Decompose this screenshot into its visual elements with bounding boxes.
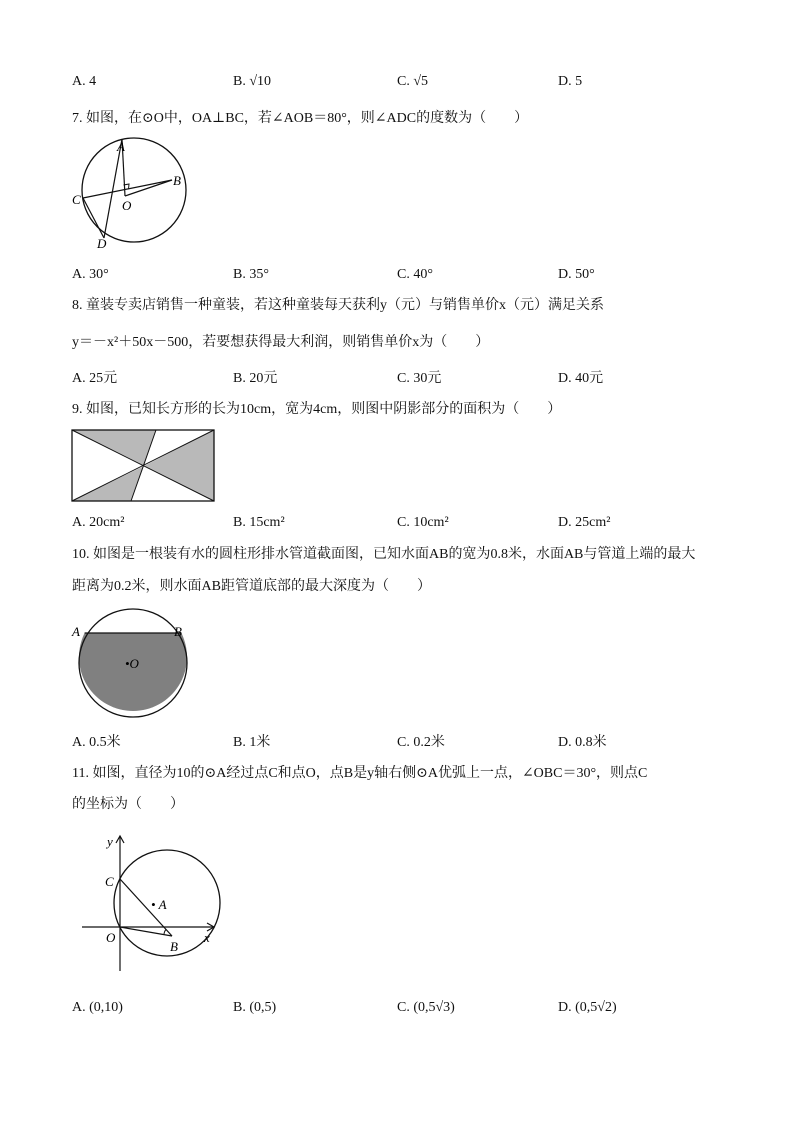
q7-label-a: A xyxy=(117,139,125,154)
q11-label-b: B xyxy=(170,939,178,954)
q8-stem-line2: y＝－x²＋50x－500，若要想获得最大利润，则销售单价x为（ ） xyxy=(72,335,490,350)
q11-label-a: • A xyxy=(151,897,167,912)
q10-pipe-figure xyxy=(66,618,196,718)
q9-option-a: A. 20cm² xyxy=(72,515,125,530)
q10-label-b: B xyxy=(174,624,182,639)
q7-stem: 7. 如图，在⊙O中，OA⊥BC，若∠AOB＝80°，则∠ADC的度数为（ ） xyxy=(72,111,529,126)
q10-label-a: A xyxy=(72,624,80,639)
q6-option-d: D. 5 xyxy=(558,74,583,89)
q9-option-b: B. 15cm² xyxy=(233,515,285,530)
q9-stem: 9. 如图，已知长方形的长为10cm，宽为4cm，则图中阴影部分的面积为（ ） xyxy=(72,402,562,417)
q11-label-y: y xyxy=(107,834,113,849)
q11-option-a: A. (0,10) xyxy=(72,1000,123,1015)
q6-option-b: B. √10 xyxy=(233,74,272,89)
q10-label-o: •O xyxy=(125,656,139,671)
q9-shaded-right xyxy=(144,430,214,501)
q7-option-d: D. 50° xyxy=(558,267,595,282)
q10-option-d: D. 0.8米 xyxy=(558,735,607,750)
q7-label-o: O xyxy=(122,198,132,213)
q10-stem-line2: 距离为0.2米，则水面AB距管道底部的最大深度为（ ） xyxy=(72,579,431,594)
q11-coordinate-figure xyxy=(76,828,226,978)
q10-option-c: C. 0.2米 xyxy=(397,735,445,750)
q8-option-b: B. 20元 xyxy=(233,371,278,386)
q8-option-a: A. 25元 xyxy=(72,371,118,386)
q8-stem-line1: 8. 童装专卖店销售一种童装，若这种童装每天获利y（元）与销售单价x（元）满足关系 xyxy=(72,298,604,313)
q10-option-a: A. 0.5米 xyxy=(72,735,121,750)
q7-label-b: B xyxy=(173,173,181,188)
q11-stem-line2: 的坐标为（ ） xyxy=(72,797,184,812)
q11-option-b: B. (0,5) xyxy=(233,1000,277,1015)
q11-label-c: C xyxy=(105,874,114,889)
q8-option-c: C. 30元 xyxy=(397,371,442,386)
q11-angle-mark xyxy=(164,930,166,935)
q7-label-d: D xyxy=(97,236,107,251)
q10-water-region xyxy=(79,633,187,711)
q11-option-c: C. (0,5√3) xyxy=(397,1000,455,1015)
q9-option-d: D. 25cm² xyxy=(558,515,611,530)
q9-option-c: C. 10cm² xyxy=(397,515,449,530)
q8-option-d: D. 40元 xyxy=(558,371,604,386)
q10-option-b: B. 1米 xyxy=(233,735,271,750)
q10-stem-line1: 10. 如图是一根装有水的圆柱形排水管道截面图，已知水面AB的宽为0.8米，水面AB与管道上端的最大 xyxy=(72,547,696,562)
q7-segment-cd xyxy=(83,198,104,238)
q7-option-c: C. 40° xyxy=(397,267,433,282)
q7-option-a: A. 30° xyxy=(72,267,109,282)
q11-stem-line1: 11. 如图，直径为10的⊙A经过点C和点O，点B是y轴右侧⊙A优弧上一点，∠OBC＝30°，则点C xyxy=(72,766,648,781)
q11-label-x: x xyxy=(204,930,210,945)
q7-circle-figure xyxy=(66,138,186,251)
q7-option-b: B. 35° xyxy=(233,267,269,282)
q11-label-o: O xyxy=(106,930,116,945)
q11-option-d: D. (0,5√2) xyxy=(558,1000,617,1015)
q7-label-c: C xyxy=(72,192,81,207)
q9-shaded-top-left xyxy=(72,430,156,466)
q6-option-a: A. 4 xyxy=(72,74,97,89)
q9-rectangle-figure xyxy=(71,429,217,503)
q6-option-c: C. √5 xyxy=(397,74,429,89)
